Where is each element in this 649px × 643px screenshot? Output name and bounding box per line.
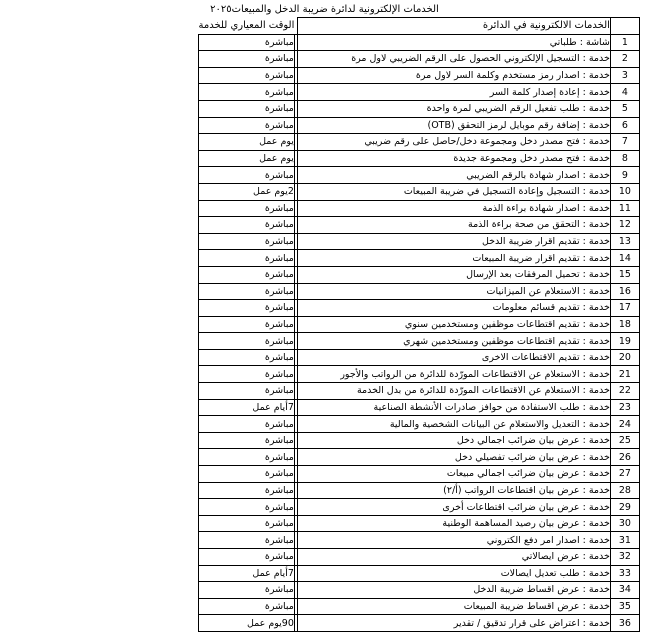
service-name: خدمة : إضافة رقم موبايل لرمز التحقق (OTB): [297, 117, 610, 134]
service-name: خدمة : تقديم الاقتطاعات الاخرى: [297, 349, 610, 366]
row-number: 34: [610, 582, 639, 599]
service-time: مباشرة: [199, 598, 295, 615]
row-number: 1: [610, 34, 639, 51]
row-number: 9: [610, 167, 639, 184]
row-number: 20: [610, 349, 639, 366]
service-time: مباشرة: [199, 466, 295, 483]
table-row: [199, 582, 640, 599]
service-time: مباشرة: [199, 333, 295, 350]
row-number: 11: [610, 200, 639, 217]
service-name: خدمة : تحميل المرفقات بعد الإرسال: [297, 266, 610, 283]
header-time: الوقت المعياري للخدمة: [198, 20, 295, 32]
service-name: خدمة : عرض اقساط ضريبة المبيعات: [297, 598, 610, 615]
table-row: [199, 250, 640, 267]
service-time: مباشرة: [199, 217, 295, 234]
service-name: خدمة : عرض اقساط ضريبة الدخل: [297, 582, 610, 599]
row-number: 16: [610, 283, 639, 300]
service-name: خدمة : عرض ايصالاتي: [297, 549, 610, 566]
row-number: 7: [610, 134, 639, 151]
table-row: [199, 233, 640, 250]
table-row: [199, 349, 640, 366]
service-time: مباشرة: [199, 482, 295, 499]
table-row: [199, 598, 640, 615]
table-row: [199, 167, 640, 184]
service-time: مباشرة: [199, 316, 295, 333]
row-number: 8: [610, 150, 639, 167]
row-number: 21: [610, 366, 639, 383]
service-time: مباشرة: [199, 250, 295, 267]
table-row: [199, 399, 640, 416]
service-name: خدمة : التسجيل الإلكتروني الحصول على الرقم الضريبي لاول مرة: [297, 51, 610, 68]
service-name: خدمة : فتح مصدر دخل ومجموعة دخل/حاصل على رقم ضريبي: [297, 134, 610, 151]
service-time: مباشرة: [199, 117, 295, 134]
table-row: [199, 134, 640, 151]
row-number: 32: [610, 549, 639, 566]
service-time: مباشرة: [199, 67, 295, 84]
service-name: خدمة : الاستعلام عن الاقتطاعات المورّدة للدائرة من بدل الخدمة: [297, 383, 610, 400]
service-time: مباشرة: [199, 366, 295, 383]
service-name: خدمة : طلب الاستفادة من حوافز صادرات الأنشطة الصناعية: [297, 399, 610, 416]
row-number: 24: [610, 416, 639, 433]
service-name: خدمة : اصدار شهادة بالرقم الضريبي: [297, 167, 610, 184]
service-time: مباشرة: [199, 167, 295, 184]
table-row: [199, 200, 640, 217]
service-time: مباشرة: [199, 383, 295, 400]
table-row: [199, 615, 640, 632]
service-name: خدمة : طلب تعديل ايصالات: [297, 565, 610, 582]
table-row: [199, 432, 640, 449]
row-number: 22: [610, 383, 639, 400]
table-row: [199, 416, 640, 433]
row-number: 29: [610, 499, 639, 516]
header-service: الخدمات الالكترونية في الدائرة: [297, 18, 610, 35]
table-row: [199, 84, 640, 101]
table-row: [199, 383, 640, 400]
row-number: 36: [610, 615, 639, 632]
service-name: خدمة : اصدار امر دفع الكتروني: [297, 532, 610, 549]
service-time: مباشرة: [199, 34, 295, 51]
table-row: [199, 515, 640, 532]
table-row: [199, 283, 640, 300]
service-time: مباشرة: [199, 499, 295, 516]
service-time: مباشرة: [199, 532, 295, 549]
service-time: مباشرة: [199, 515, 295, 532]
service-time: مباشرة: [199, 51, 295, 68]
table-row: [199, 117, 640, 134]
row-number: 13: [610, 233, 639, 250]
service-name: خدمة : إعادة إصدار كلمة السر: [297, 84, 610, 101]
row-number: 12: [610, 217, 639, 234]
service-time: مباشرة: [199, 100, 295, 117]
service-time: مباشرة: [199, 266, 295, 283]
row-number: 3: [610, 67, 639, 84]
service-name: خدمة : عرض بيان ضرائب اجمالي مبيعات: [297, 466, 610, 483]
service-name: خدمة : التسجيل وإعادة التسجيل في ضريبة المبيعات: [297, 183, 610, 200]
service-time: مباشرة: [199, 416, 295, 433]
service-name: خدمة : تقديم اقتطاعات موظفين ومستخدمين شهري: [297, 333, 610, 350]
table-row: [199, 549, 640, 566]
row-number: 33: [610, 565, 639, 582]
document-title: الخدمات الإلكترونية لدائرة ضريبة الدخل والمبيعات٢٠٢٥: [210, 4, 439, 15]
row-number: 18: [610, 316, 639, 333]
row-number: 14: [610, 250, 639, 267]
row-number: 15: [610, 266, 639, 283]
row-number: 19: [610, 333, 639, 350]
service-name: خدمة : عرض بيان رصيد المساهمة الوطنية: [297, 515, 610, 532]
row-number: 30: [610, 515, 639, 532]
services-table: [198, 17, 640, 632]
row-number: 25: [610, 432, 639, 449]
service-time: مباشرة: [199, 300, 295, 317]
service-name: خدمة : عرض بيان اقتطاعات الرواتب (أ/٢): [297, 482, 610, 499]
row-number: 27: [610, 466, 639, 483]
service-time: 7أيام عمل: [199, 565, 295, 582]
table-row: [199, 67, 640, 84]
service-name: خدمة : طلب تفعيل الرقم الضريبي لمرة واحدة: [297, 100, 610, 117]
row-number: 5: [610, 100, 639, 117]
service-name: خدمة : تقديم اقتطاعات موظفين ومستخدمين سنوي: [297, 316, 610, 333]
row-number: 4: [610, 84, 639, 101]
table-row: [199, 266, 640, 283]
service-name: شاشة : طلباتي: [297, 34, 610, 51]
row-number: 35: [610, 598, 639, 615]
service-time: مباشرة: [199, 200, 295, 217]
service-name: خدمة : اصدار شهادة براءة الذمة: [297, 200, 610, 217]
service-time: يوم عمل: [199, 150, 295, 167]
service-name: خدمة : تقديم قسائم معلومات: [297, 300, 610, 317]
table-row: [199, 449, 640, 466]
header-number: [610, 18, 639, 35]
service-time: مباشرة: [199, 582, 295, 599]
table-row: [199, 51, 640, 68]
service-time: مباشرة: [199, 233, 295, 250]
service-time: مباشرة: [199, 549, 295, 566]
table-row: [199, 183, 640, 200]
service-time: 7أيام عمل: [199, 399, 295, 416]
service-name: خدمة : عرض بيان ضرائب اجمالي دخل: [297, 432, 610, 449]
row-number: 28: [610, 482, 639, 499]
table-row: [199, 532, 640, 549]
service-name: خدمة : الاستعلام عن الميزانيات: [297, 283, 610, 300]
row-number: 23: [610, 399, 639, 416]
service-time: مباشرة: [199, 283, 295, 300]
service-name: خدمة : اصدار رمز مستخدم وكلمة السر لاول مرة: [297, 67, 610, 84]
service-time: يوم عمل: [199, 134, 295, 151]
row-number: 6: [610, 117, 639, 134]
table-row: [199, 217, 640, 234]
table-row: [199, 366, 640, 383]
service-name: خدمة : عرض بيان ضرائب تفصيلي دخل: [297, 449, 610, 466]
table-row: [199, 316, 640, 333]
table-header-row: [199, 18, 640, 35]
table-row: [199, 150, 640, 167]
table-row: [199, 482, 640, 499]
service-name: خدمة : تقديم اقرار ضريبة الدخل: [297, 233, 610, 250]
service-time: مباشرة: [199, 432, 295, 449]
service-name: خدمة : عرض بيان ضرائب اقتطاعات أخرى: [297, 499, 610, 516]
table-row: [199, 333, 640, 350]
table-row: [199, 34, 640, 51]
table-row: [199, 300, 640, 317]
row-number: 31: [610, 532, 639, 549]
service-name: خدمة : فتح مصدر دخل ومجموعة جديدة: [297, 150, 610, 167]
service-name: خدمة : تقديم اقرار ضريبة المبيعات: [297, 250, 610, 267]
service-time: مباشرة: [199, 349, 295, 366]
table-row: [199, 565, 640, 582]
row-number: 26: [610, 449, 639, 466]
service-name: خدمة : التحقق من صحة براءة الذمة: [297, 217, 610, 234]
table-row: [199, 100, 640, 117]
service-name: خدمة : الاستعلام عن الاقتطاعات المورّدة للدائرة من الرواتب والأجور: [297, 366, 610, 383]
table-row: [199, 466, 640, 483]
service-time: 2يوم عمل: [199, 183, 295, 200]
row-number: 17: [610, 300, 639, 317]
row-number: 2: [610, 51, 639, 68]
service-name: خدمة : اعتراض على قرار تدقيق / تقدير: [297, 615, 610, 632]
service-time: 90يوم عمل: [199, 615, 295, 632]
service-name: خدمة : التعديل والاستعلام عن البيانات الشخصية والمالية: [297, 416, 610, 433]
service-time: مباشرة: [199, 84, 295, 101]
table-row: [199, 499, 640, 516]
service-time: مباشرة: [199, 449, 295, 466]
row-number: 10: [610, 183, 639, 200]
